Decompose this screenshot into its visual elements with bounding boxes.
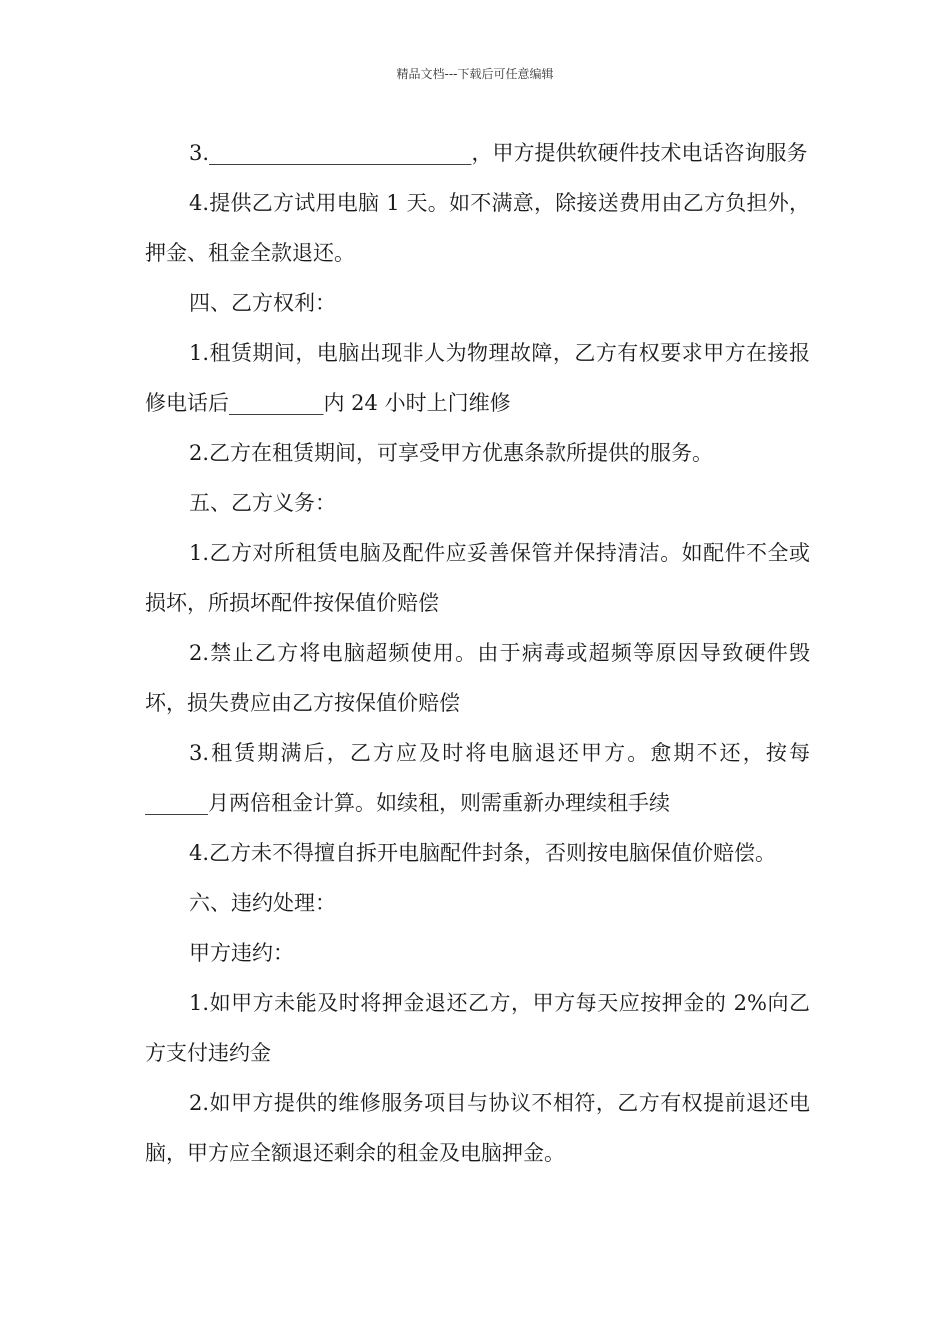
paragraph-breach-1-deposit: 1.如甲方未能及时将押金退还乙方，甲方每天应按押金的 2%向乙方支付违约金 (145, 991, 810, 1065)
paragraph-breach-2-service: 2.如甲方提供的维修服务项目与协议不相符，乙方有权提前退还电脑，甲方应全额退还剩余的租金及电脑押金。 (145, 1091, 810, 1165)
paragraph-rights-1-repair: 1.租赁期间，电脑出现非人为物理故障，乙方有权要求甲方在接报修电话后_________内 24 小时上门维修 (145, 341, 810, 415)
section-heading-party-b-obligations: 五、乙方义务： (189, 491, 336, 515)
document-body (145, 128, 810, 1178)
paragraph-obligations-4-seals: 4.乙方未不得擅自拆开电脑配件封条，否则按电脑保值价赔偿。 (189, 841, 777, 865)
paragraph-obligations-1-care: 1.乙方对所租赁电脑及配件应妥善保管并保持清洁。如配件不全或损坏，所损坏配件按保值价赔偿 (145, 541, 810, 615)
paragraph-obligations-3-return: 3.租赁期满后，乙方应及时将电脑退还甲方。愈期不还，按每______月两倍租金计算。如续租，则需重新办理续租手续 (145, 741, 810, 815)
paragraph-clause-3-support: 3._________________________，甲方提供软硬件技术电话咨询服务 (189, 141, 808, 165)
section-heading-breach: 六、违约处理： (189, 891, 336, 915)
paragraph-obligations-2-overclock: 2.禁止乙方将电脑超频使用。由于病毒或超频等原因导致硬件毁坏，损失费应由乙方按保值价赔偿 (145, 641, 810, 715)
page-header: 精品文档---下载后可任意编辑 (396, 67, 554, 81)
subheading-party-a-breach: 甲方违约： (189, 941, 294, 965)
paragraph-rights-2-benefits: 2.乙方在租赁期间，可享受甲方优惠条款所提供的服务。 (189, 441, 714, 465)
section-heading-party-b-rights: 四、乙方权利： (189, 291, 336, 315)
paragraph-clause-4-trial: 4.提供乙方试用电脑 1 天。如不满意，除接送费用由乙方负担外，押金、租金全款退还。 (145, 191, 810, 265)
